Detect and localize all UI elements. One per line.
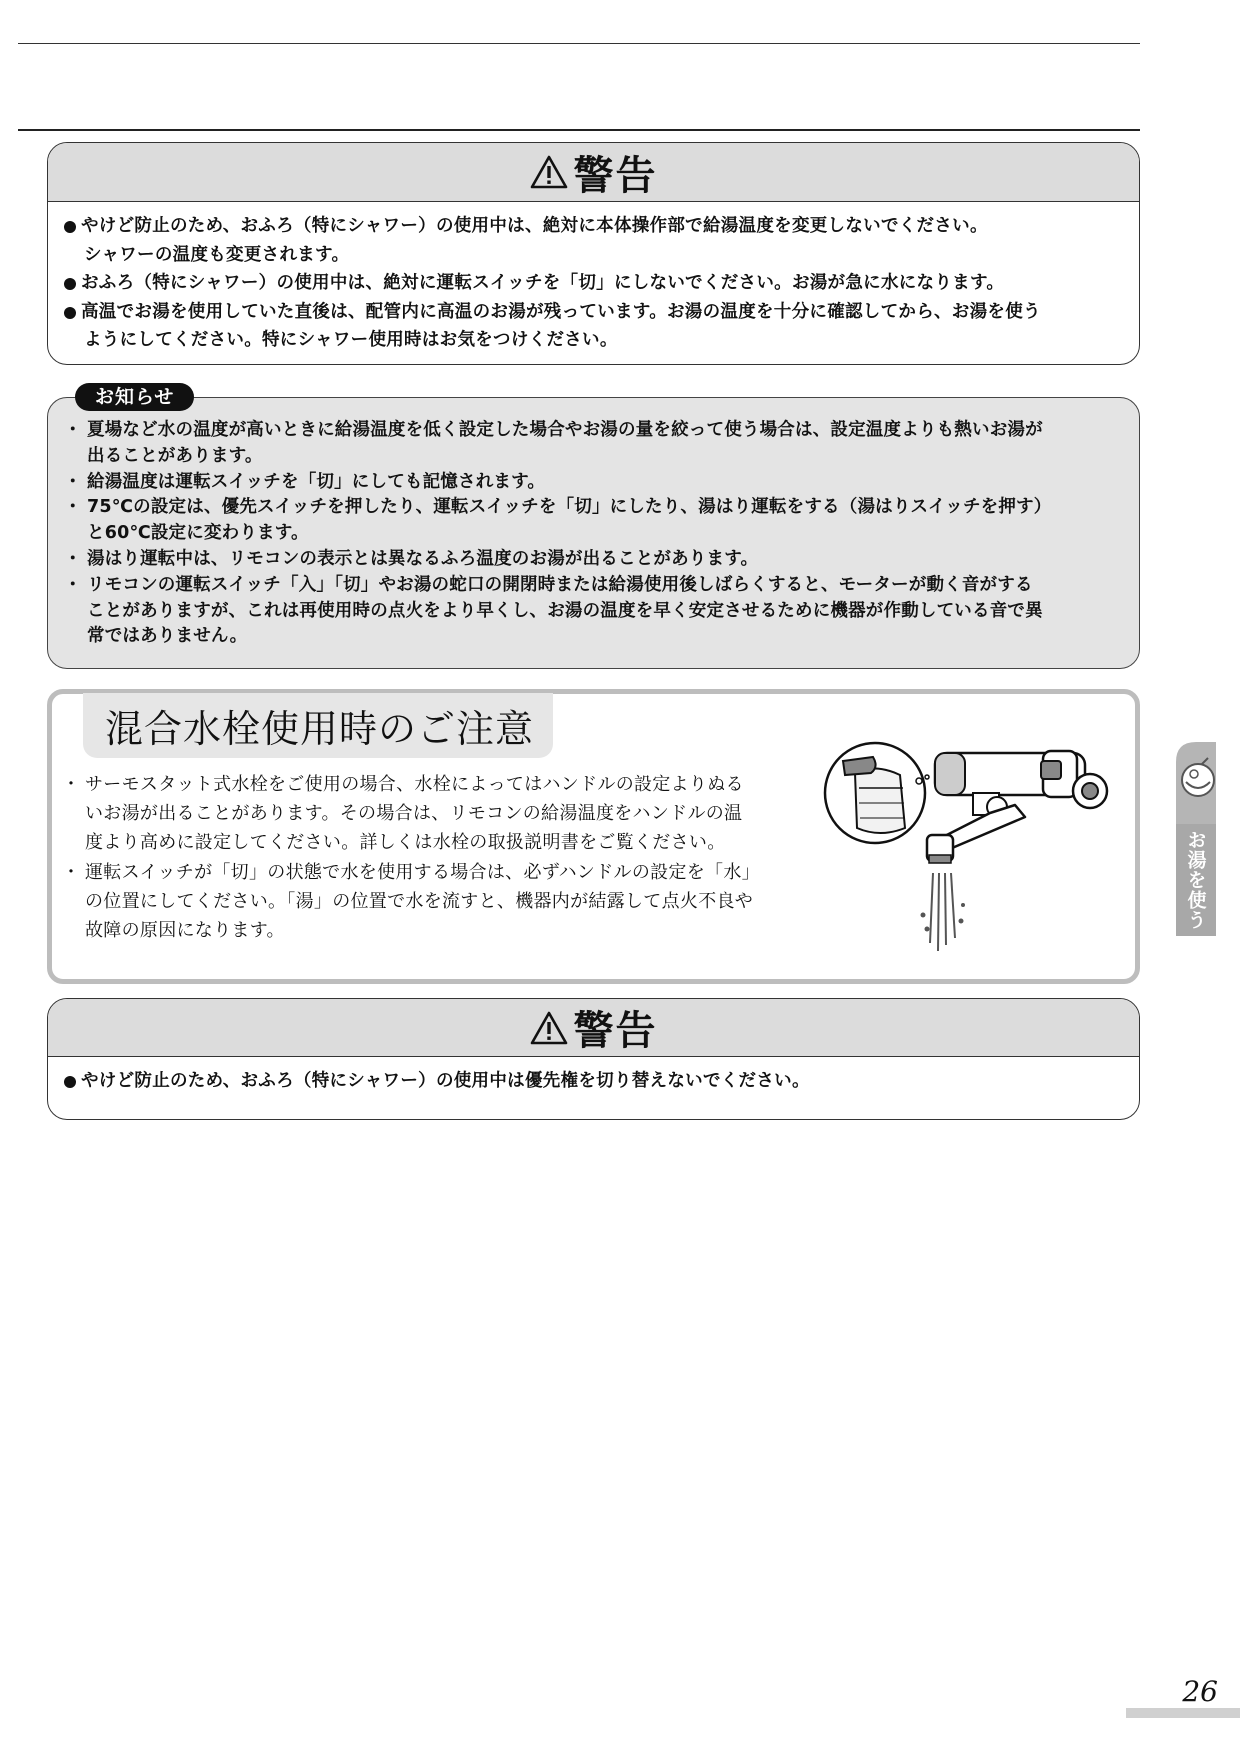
notice-item: ・ 給湯温度は運転スイッチを「切」にしても記憶されます。 bbox=[70, 470, 1123, 496]
mixer-item: ・ サーモスタット式水栓をご使用の場合、水栓によってはハンドルの設定よりぬる いお湯が出ることがあります。その場合は、リモコンの給湯温度をハンドルの温 度より高めに設定してください。詳しくは水栓の取扱説明書をご覧ください。 bbox=[68, 770, 798, 858]
page-number-bar bbox=[1126, 1708, 1240, 1718]
faucet-illustration bbox=[815, 733, 1115, 958]
warning-box-1 bbox=[47, 142, 1140, 365]
warning-item: 高温でお湯を使用していた直後は、配管内に高温のお湯が残っています。お湯の温度を十分に確認してから、お湯を使う ようにしてください。特にシャワー使用時はお気をつけください。 bbox=[64, 298, 1125, 355]
notice-item: ・ リモコンの運転スイッチ「入」「切」やお湯の蛇口の開閉時または給湯使用後しばらくすると、モーターが動く音がする ことがありますが、これは再使用時の点火をより早くし、お湯の温度を早く安定させるために機器が作動している音で異 常ではありません。 bbox=[70, 573, 1123, 650]
notice-tab: お知らせ bbox=[75, 383, 194, 411]
warning-header bbox=[48, 143, 1139, 202]
warning-box-2 bbox=[47, 998, 1140, 1120]
warning-triangle-icon bbox=[530, 155, 568, 189]
section-side-tab bbox=[1176, 742, 1216, 942]
bath-icon bbox=[1176, 742, 1216, 824]
mixer-caution-title: 混合水栓使用時のご注意 bbox=[83, 693, 553, 758]
top-rule bbox=[18, 43, 1140, 44]
warning-item: やけど防止のため、おふろ（特にシャワー）の使用中は優先権を切り替えないでください。 bbox=[64, 1067, 1125, 1096]
mixer-item: ・ 運転スイッチが「切」の状態で水を使用する場合は、必ずハンドルの設定を「水」 の位置にしてください。「湯」の位置で水を流すと、機器内が結露して点火不良や 故障の原因になります。 bbox=[68, 858, 798, 946]
notice-item: ・ 湯はり運転中は、リモコンの表示とは異なるふろ温度のお湯が出ることがあります。 bbox=[70, 547, 1123, 573]
page-number: 26 bbox=[1182, 1675, 1218, 1708]
warning-body bbox=[48, 202, 1139, 365]
warning-title: 警告 bbox=[573, 1008, 658, 1054]
notice-item: ・ 夏場など水の温度が高いときに給湯温度を低く設定した場合やお湯の量を絞って使う場合は、設定温度よりも熱いお湯が 出ることがあります。 bbox=[70, 418, 1123, 470]
warning-title: 警告 bbox=[573, 152, 658, 199]
warning-header bbox=[48, 999, 1139, 1057]
notice-box bbox=[47, 397, 1140, 669]
header-rule bbox=[18, 129, 1140, 131]
mixer-caution-text bbox=[68, 770, 798, 945]
warning-item: やけど防止のため、おふろ（特にシャワー）の使用中は、絶対に本体操作部で給湯温度を変更しないでください。 シャワーの温度も変更されます。 bbox=[64, 212, 1125, 269]
notice-item: ・ 75℃の設定は、優先スイッチを押したり、運転スイッチを「切」にしたり、湯はり運転をする（湯はりスイッチを押す） と60℃設定に変わります。 bbox=[70, 495, 1123, 547]
warning-triangle-icon bbox=[530, 1011, 568, 1045]
section-side-tab-label: お湯を使う bbox=[1176, 824, 1216, 936]
warning-item: おふろ（特にシャワー）の使用中は、絶対に運転スイッチを「切」にしないでください。お湯が急に水になります。 bbox=[64, 269, 1125, 298]
warning-body bbox=[48, 1057, 1139, 1110]
